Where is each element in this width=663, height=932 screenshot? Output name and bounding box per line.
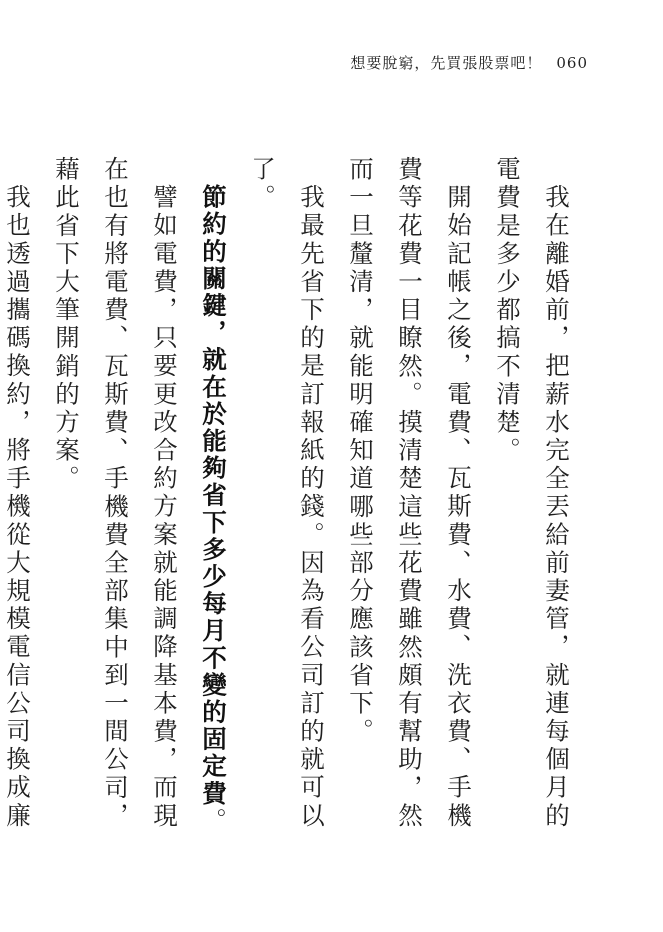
vertical-text-body xyxy=(3,156,581,856)
paragraph-2: 開始記帳之後，電費、瓦斯費、水費、洗衣費、手機費等花費一目瞭然。摸清楚這些花費雖然頗有幫助，然而一旦釐清，就能明確知道哪些部分應該省下。 xyxy=(346,156,473,831)
chapter-title: 想要脫窮，先買張股票吧！ xyxy=(350,54,543,72)
paragraph-4-tail: 。 xyxy=(199,807,228,836)
paragraph-5: 譬如電費，只要更改合約方案就能調降基本費，而現在也有將電費、瓦斯費、手機費全部集中到一間公司，藉此省下大筆開銷的方案。 xyxy=(52,156,179,831)
paragraph-1: 我在離婚前，把薪水完全丟給前妻管，就連每個月的電費是多少都搞不清楚。 xyxy=(493,156,571,831)
bold-key-phrase: 節約的關鍵，就在於能夠省下多少每月不變的固定費 xyxy=(199,184,228,808)
paragraph-3: 我最先省下的是訂報紙的錢。因為看公司訂的就可以了。 xyxy=(248,156,326,831)
page-number: 060 xyxy=(556,54,588,72)
paragraph-6: 我也透過攜碼換約，將手機從大規模電信公司換成廉 xyxy=(3,184,32,831)
running-header xyxy=(300,52,588,73)
paragraph-4-emphasis xyxy=(189,156,238,856)
